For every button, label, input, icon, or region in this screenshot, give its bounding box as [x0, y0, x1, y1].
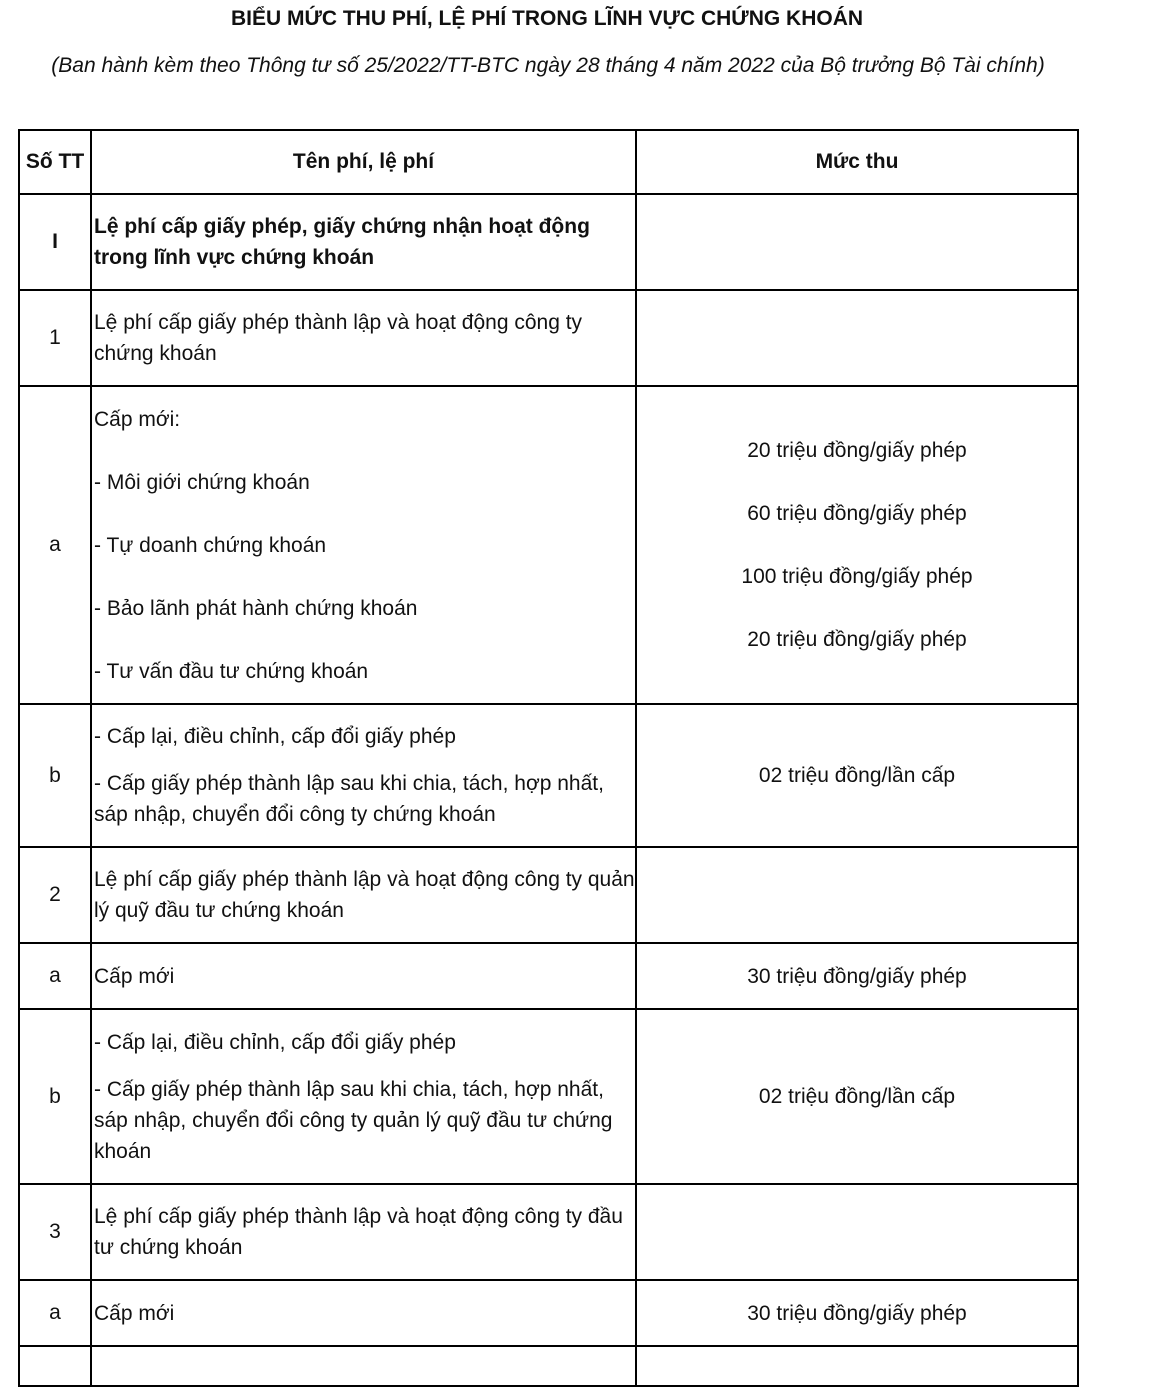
- row-fee: [636, 194, 1078, 290]
- row-number: b: [19, 1009, 91, 1184]
- row-fee: 30 triệu đồng/giấy phép: [636, 943, 1078, 1009]
- row-line: - Cấp lại, điều chỉnh, cấp đổi giấy phép: [94, 1030, 456, 1054]
- document-subtitle: (Ban hành kèm theo Thông tư số 25/2022/TT-BTC ngày 28 tháng 4 năm 2022 của Bộ trưởng Bộ Tài chính): [51, 54, 1045, 77]
- row-fee: [636, 386, 1078, 704]
- row-fee-line: 20 triệu đồng/giấy phép: [747, 628, 967, 651]
- row-fee: [636, 847, 1078, 943]
- row-fee-line: 20 triệu đồng/giấy phép: [747, 439, 967, 462]
- table-row: [19, 704, 1078, 847]
- row-number: 3: [19, 1184, 91, 1280]
- header-name: Tên phí, lệ phí: [91, 130, 636, 194]
- table-header-row: [19, 130, 1078, 194]
- table-row: [19, 386, 1078, 704]
- row-line: - Môi giới chứng khoán: [94, 470, 310, 494]
- row-name: Cấp mới: [91, 943, 636, 1009]
- row-name: [91, 1346, 636, 1386]
- table-row: [19, 1184, 1078, 1280]
- document-title: BIỂU MỨC THU PHÍ, LỆ PHÍ TRONG LĨNH VỰC CHỨNG KHOÁN: [230, 7, 864, 30]
- row-line: - Cấp giấy phép thành lập sau khi chia, tách, hợp nhất, sáp nhập, chuyển đổi công ty chứng khoán: [94, 772, 604, 826]
- row-number: a: [19, 386, 91, 704]
- header-no: Số TT: [19, 130, 91, 194]
- row-number: 1: [19, 290, 91, 386]
- row-fee-line: 60 triệu đồng/giấy phép: [747, 502, 967, 525]
- row-line: - Cấp giấy phép thành lập sau khi chia, tách, hợp nhất, sáp nhập, chuyển đổi công ty quản lý quỹ đầu tư chứng khoán: [94, 1077, 613, 1163]
- row-name: Lệ phí cấp giấy phép, giấy chứng nhận hoạt động trong lĩnh vực chứng khoán: [91, 194, 636, 290]
- row-number: a: [19, 1280, 91, 1346]
- row-fee: [636, 290, 1078, 386]
- row-name: [91, 704, 636, 847]
- row-fee: [636, 1346, 1078, 1386]
- row-fee: 02 triệu đồng/lần cấp: [636, 704, 1078, 847]
- row-number: I: [19, 194, 91, 290]
- table-row: [19, 1009, 1078, 1184]
- row-fee: [636, 1184, 1078, 1280]
- row-number: [19, 1346, 91, 1386]
- row-line: Cấp mới:: [94, 407, 181, 431]
- row-number: b: [19, 704, 91, 847]
- table-row: [19, 1280, 1078, 1346]
- row-fee-line: 100 triệu đồng/giấy phép: [741, 565, 973, 588]
- row-fee: 02 triệu đồng/lần cấp: [636, 1009, 1078, 1184]
- table-row: [19, 943, 1078, 1009]
- table-row: [19, 847, 1078, 943]
- fee-table: [18, 129, 1079, 1387]
- row-fee: 30 triệu đồng/giấy phép: [636, 1280, 1078, 1346]
- row-line: - Tư vấn đầu tư chứng khoán: [94, 659, 369, 683]
- table-row: [19, 290, 1078, 386]
- table-row: [19, 194, 1078, 290]
- header-fee: Mức thu: [636, 130, 1078, 194]
- row-name: [91, 386, 636, 704]
- row-line: - Cấp lại, điều chỉnh, cấp đổi giấy phép: [94, 725, 456, 748]
- row-name: [91, 1009, 636, 1184]
- row-name: Lệ phí cấp giấy phép thành lập và hoạt động công ty chứng khoán: [91, 290, 636, 386]
- row-name: Lệ phí cấp giấy phép thành lập và hoạt động công ty đầu tư chứng khoán: [91, 1184, 636, 1280]
- row-line: - Tự doanh chứng khoán: [94, 533, 327, 557]
- row-line: - Bảo lãnh phát hành chứng khoán: [94, 596, 418, 620]
- table-row: [19, 1346, 1078, 1386]
- row-name: Cấp mới: [91, 1280, 636, 1346]
- row-number: a: [19, 943, 91, 1009]
- row-number: 2: [19, 847, 91, 943]
- row-name: Lệ phí cấp giấy phép thành lập và hoạt động công ty quản lý quỹ đầu tư chứng khoán: [91, 847, 636, 943]
